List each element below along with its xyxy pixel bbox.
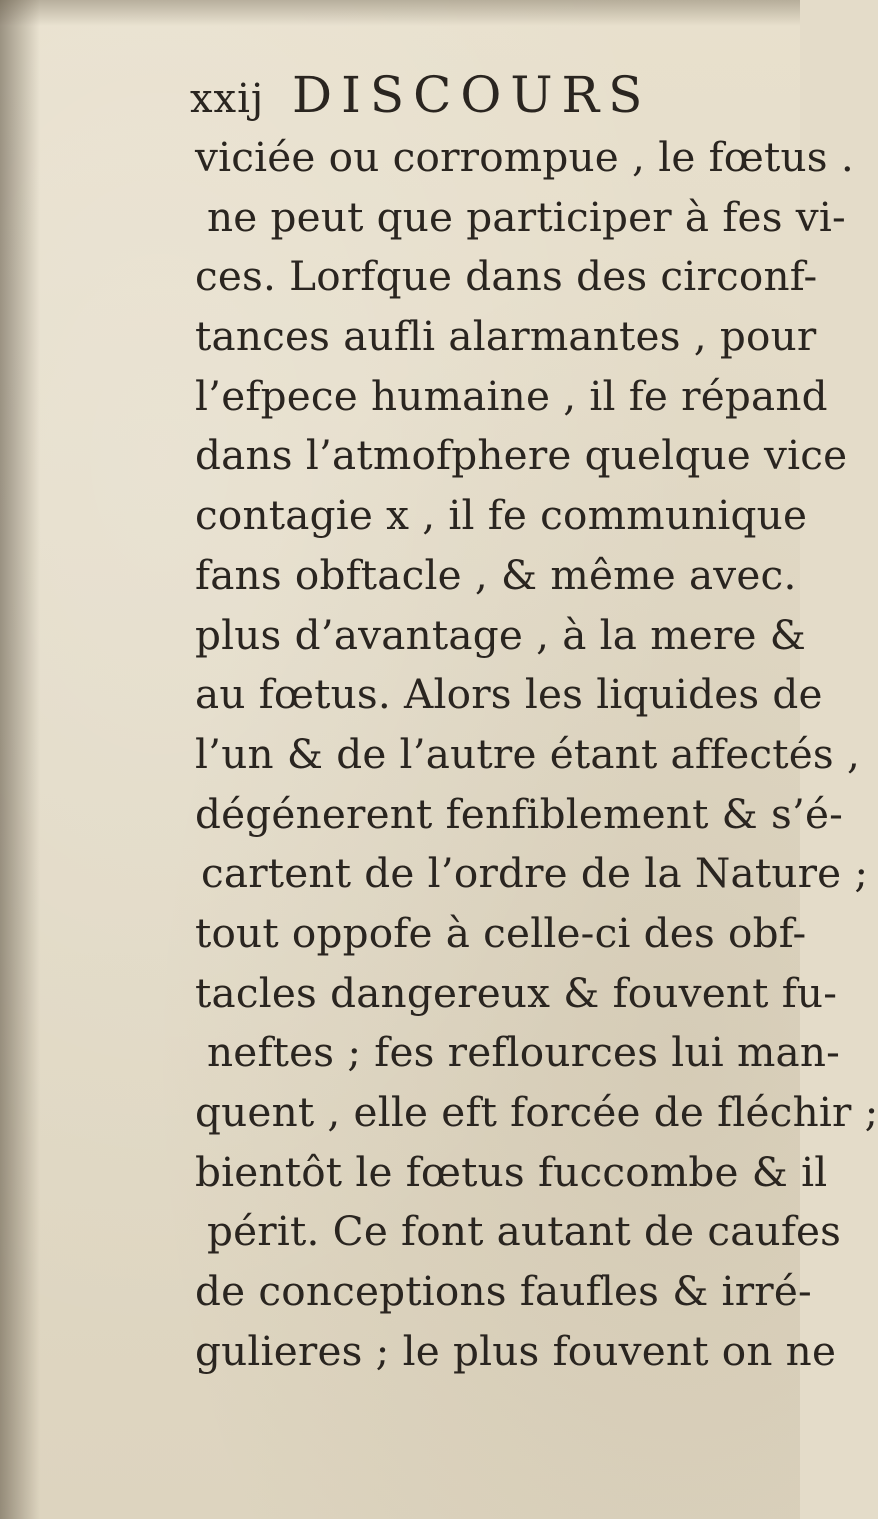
text-line: tances aufli alarmantes , pour [195, 312, 817, 361]
page-gutter-shadow [0, 0, 40, 1519]
text-line: dégénerent fenfiblement & s’é- [195, 789, 844, 838]
text-line: ces. Lorfque dans des circonf- [195, 252, 818, 301]
body-text [195, 128, 878, 1381]
text-line: quent , elle eft forcée de fléchir ; [195, 1088, 878, 1136]
text-line: neftes ; fes reflources lui man- [207, 1028, 841, 1077]
text-line: périt. Ce font autant de caufes [207, 1207, 842, 1256]
text-line: gulieres ; le plus fouvent on ne [195, 1326, 837, 1375]
text-line: de conceptions faufles & irré- [195, 1267, 812, 1316]
text-line: bientôt le fœtus fuccombe & il [195, 1147, 828, 1196]
text-line: l’un & de l’autre étant affectés , [195, 729, 861, 778]
text-line: au fœtus. Alors les liquides de [195, 670, 823, 719]
text-line: cartent de l’ordre de la Nature ; [201, 849, 869, 898]
text-line: contagie x , il fe communique [195, 491, 808, 540]
page-header [190, 62, 710, 122]
running-title: DISCOURS [292, 66, 652, 124]
text-line: viciée ou corrompue , le fœtus . [195, 133, 854, 181]
text-line: plus d’avantage , à la mere & [195, 610, 807, 659]
page-number: xxij [190, 76, 265, 122]
text-line: dans l’atmofphere quelque vice [195, 431, 848, 480]
page-top-shadow [0, 0, 800, 26]
text-line: l’efpece humaine , il fe répand [195, 371, 828, 420]
text-line: ne peut que participer à fes vi- [207, 192, 846, 241]
text-line: fans obftacle , & même avec. [195, 550, 797, 599]
text-line: tacles dangereux & fouvent fu- [195, 968, 838, 1017]
text-line: tout oppofe à celle-ci des obf- [195, 908, 807, 957]
